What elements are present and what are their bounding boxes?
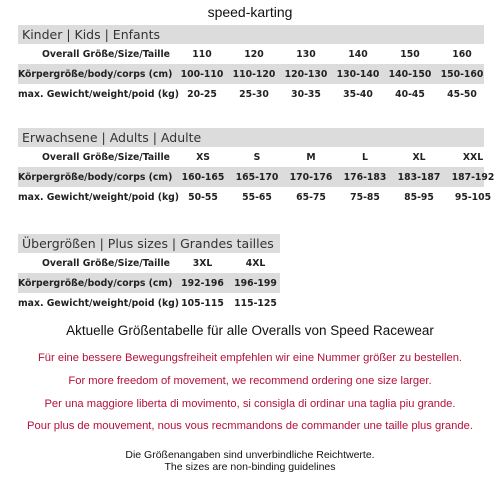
cell: 20-25 [187,88,217,100]
cell: 85-95 [404,191,434,203]
row-label: max. Gewicht/weight/poid (kg) [18,88,180,100]
row-label: Overall Größe/Size/Taille [41,151,170,163]
cell: 165-170 [235,171,279,183]
row-label: max. Gewicht/weight/poid (kg) [18,297,180,309]
cell: 170-176 [289,171,333,183]
row-label: Körpergröße/body/corps (cm) [18,277,173,289]
cell: 65-75 [296,191,326,203]
cell: 50-55 [188,191,218,203]
table-row [18,44,484,64]
cell: 45-50 [447,88,477,100]
adults-size-table [18,128,495,207]
cell: 110-120 [232,68,276,80]
table-row [18,273,280,293]
cell: 115-125 [234,297,277,309]
adults-table-heading: Erwachsene | Adults | Adulte [18,128,484,147]
row-label: Körpergröße/body/corps (cm) [18,171,173,183]
cell: 160 [452,48,472,60]
cell: 140-150 [388,68,432,80]
cell: 25-30 [239,88,269,100]
cell: 95-105 [454,191,492,203]
table-row [18,84,484,104]
cell: M [306,151,316,163]
size-chart-headline: Aktuelle Größentabelle für alle Overalls von Speed Racewear [66,323,434,338]
cell: 150-160 [440,68,484,80]
cell: 187-192 [451,171,495,183]
cell: 100-110 [180,68,224,80]
plus-size-table [18,234,280,313]
cell: 30-35 [291,88,321,100]
row-label: max. Gewicht/weight/poid (kg) [18,191,180,203]
cell: 3XL [192,257,213,269]
cell: 75-85 [350,191,380,203]
cell: 120-130 [284,68,328,80]
table-row [18,253,280,273]
cell: 183-187 [397,171,441,183]
cell: 160-165 [181,171,225,183]
plus-table-heading: Übergrößen | Plus sizes | Grandes tailles [18,234,280,253]
cell: XL [412,151,426,163]
cell: 192-196 [181,277,224,289]
cell: 130-140 [336,68,380,80]
table-row [18,187,492,207]
cell: 4XL [245,257,266,269]
cell: 35-40 [343,88,373,100]
recommendation-french: Pour plus de mouvement, nous vous recmmandons de commander une taille plus grande. [27,420,473,432]
table-row [18,167,495,187]
cell: 105-115 [181,297,224,309]
cell: XXL [462,151,484,163]
table-row [18,147,484,167]
cell: 196-199 [234,277,277,289]
cell: XS [196,151,210,163]
disclaimer-german: Die Größenangaben sind unverbindliche Reichtwerte. [125,449,375,461]
cell: 150 [400,48,420,60]
row-label: Overall Größe/Size/Taille [41,257,170,269]
cell: 120 [244,48,264,60]
cell: L [362,151,368,163]
page-title: speed-karting [207,4,293,20]
table-row [18,293,280,313]
disclaimer-english: The sizes are non-binding guidelines [164,461,336,473]
kids-table-heading: Kinder | Kids | Enfants [18,25,484,44]
recommendation-english: For more freedom of movement, we recommend ordering one size larger. [68,375,432,387]
row-label: Overall Größe/Size/Taille [41,48,170,60]
table-row [18,64,484,84]
kids-size-table [18,25,484,104]
cell: 176-183 [343,171,387,183]
cell: 140 [348,48,368,60]
row-label: Körpergröße/body/corps (cm) [18,68,173,80]
cell: 40-45 [395,88,425,100]
cell: S [253,151,261,163]
recommendation-italian: Per una maggiore liberta di movimento, si consigla di ordinar una taglia piu grande. [44,398,456,410]
recommendation-german: Für eine bessere Bewegungsfreiheit empfehlen wir eine Nummer größer zu bestellen. [37,352,463,364]
cell: 130 [296,48,316,60]
cell: 55-65 [242,191,272,203]
cell: 110 [192,48,212,60]
